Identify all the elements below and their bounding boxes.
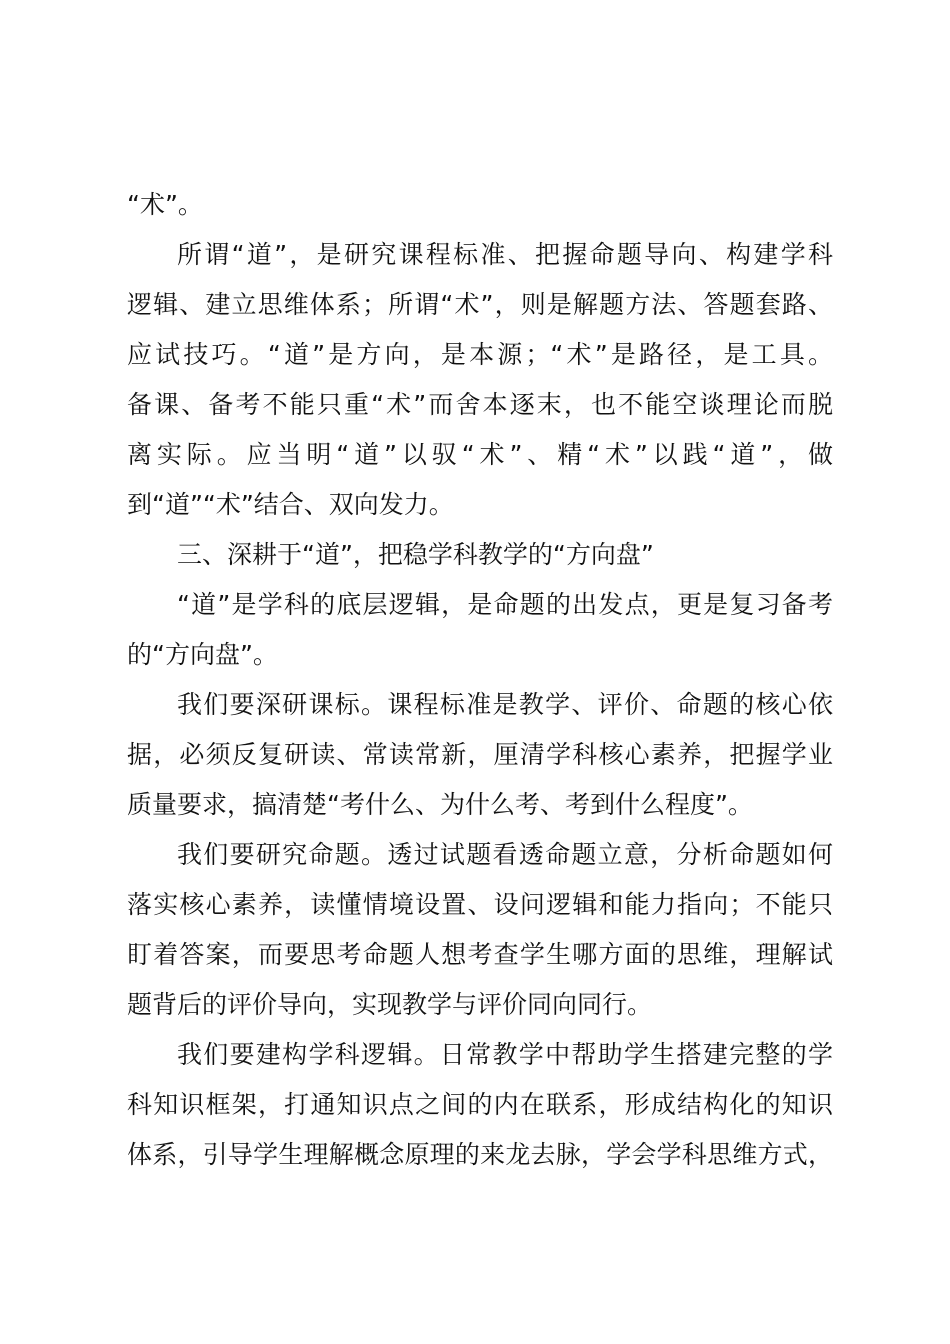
paragraph-line: 盯着答案，而要思考命题人想考查学生哪方面的思维，理解试 xyxy=(127,940,833,969)
paragraph-line: 我们要建构学科逻辑。日常教学中帮助学生搭建完整的学 xyxy=(177,1040,833,1069)
paragraph-line: 逻辑、建立思维体系；所谓“术”，则是解题方法、答题套路、 xyxy=(127,290,833,319)
paragraph-line: 我们要深研课标。课程标准是教学、评价、命题的核心依 xyxy=(177,690,833,719)
paragraph-line: 离实际。应当明“道”以驭“术”、精“术”以践“道”，做 xyxy=(127,440,833,469)
paragraph-line: “术”。 xyxy=(127,190,203,219)
paragraph-line: “道”是学科的底层逻辑，是命题的出发点，更是复习备考 xyxy=(177,590,833,619)
paragraph-line: 据，必须反复研读、常读常新，厘清学科核心素养，把握学业 xyxy=(127,740,833,769)
paragraph-line: 我们要研究命题。透过试题看透命题立意，分析命题如何 xyxy=(177,840,833,869)
paragraph-line: 题背后的评价导向，实现教学与评价同向同行。 xyxy=(127,990,653,1019)
paragraph-line: 到“道”“术”结合、双向发力。 xyxy=(127,490,454,519)
paragraph-line: 体系，引导学生理解概念原理的来龙去脉，学会学科思维方式， xyxy=(127,1140,833,1169)
paragraph-line: 落实核心素养，读懂情境设置、设问逻辑和能力指向；不能只 xyxy=(127,890,833,919)
paragraph-line: 备课、备考不能只重“术”而舍本逐末，也不能空谈理论而脱 xyxy=(127,390,833,419)
paragraph-line: 的“方向盘”。 xyxy=(127,640,278,669)
paragraph-line: 所谓“道”，是研究课程标准、把握命题导向、构建学科 xyxy=(177,240,833,269)
section-heading: 三、深耕于“道”，把稳学科教学的“方向盘” xyxy=(177,540,654,569)
paragraph-line: 应试技巧。“道”是方向，是本源；“术”是路径，是工具。 xyxy=(127,340,833,369)
paragraph-line: 科知识框架，打通知识点之间的内在联系，形成结构化的知识 xyxy=(127,1090,833,1119)
paragraph-line: 质量要求，搞清楚“考什么、为什么考、考到什么程度”。 xyxy=(127,790,753,819)
